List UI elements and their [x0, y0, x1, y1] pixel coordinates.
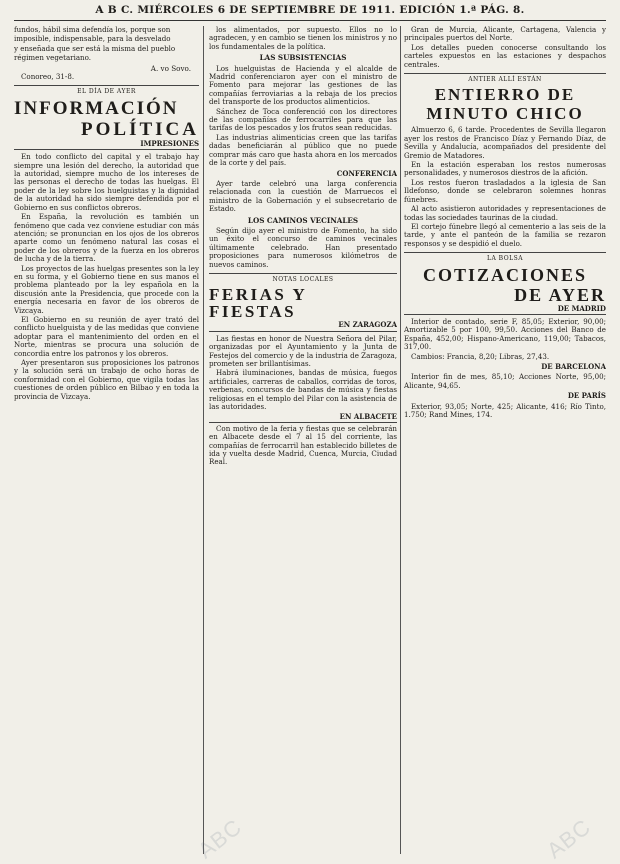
subheadline-impresiones: IMPRESIONES: [14, 140, 199, 150]
intro-line: imposible, indispensable, para la desvelado: [14, 34, 171, 44]
section-bolsa: LA BOLSA: [486, 255, 524, 263]
subheadline-madrid: DE MADRID: [404, 305, 606, 315]
intro-line: régimen vegetariano.: [14, 53, 92, 63]
article-paragraph: Interior de contado, serie F, 85,05; Exterior, 90,00; Amortizable 5 por 100, 99,50. Acciones del Banco de España, 452,00; Hispano-Americano, 119,00; Tabacos, 317,00.: [404, 316, 606, 352]
article-paragraph: Sánchez de Toca conferenció con los directores de las compañías de ferrocarriles para que las tarifas de los pescados y los frutos sean reducidas.: [209, 106, 397, 133]
article-paragraph: Los huelguistas de Hacienda y el alcalde de Madrid conferenciaron ayer con el ministro de Fomento para mejorar las gestiones de las compañías ferroviarias a la rebaja de los precios del transporte de los productos alimenticios.: [209, 63, 397, 107]
column-divider-1: [203, 26, 204, 854]
article-paragraph: Ayer presentaron sus proposiciones los patronos y la solución será un trabajo de ocho horas de conformidad con el Gobierno, que vigila todas las cuestiones de orden público en Bilbao y en toda la provincia de Vizcaya.: [14, 358, 199, 401]
column-3: [404, 26, 606, 854]
section-small: ANTIER ALLÍ ESTÁN: [468, 76, 542, 84]
section-conferencia: CONFERENCIA: [336, 168, 397, 178]
article-paragraph: Habrá iluminaciones, bandas de música, fuegos artificiales, carreras de caballos, corridas de toros, verbenas, concursos de bandas de música y fiestas religiosas en el templo del Pilar con la asistencia de las autoridades.: [209, 368, 397, 412]
article-paragraph: Según dijo ayer el ministro de Fomento, ha sido un éxito el concurso de caminos vecinales últimamente celebrado. Han presentado proposiciones para numerosos kilómetros de nuevos caminos.: [209, 225, 397, 269]
article-paragraph: los alimentados, por supuesto. Ellos no lo agradecen, y en cambio se tienen los ministros y no los fundamentales de la política.: [209, 26, 397, 51]
article-paragraph: Ayer tarde celebró una larga conferencia relacionada con la cuestión de Marruecos el ministro de la Gobernación y el subsecretario de Estado.: [209, 178, 397, 214]
article-paragraph: Almuerzo 6, 6 tarde. Procedentes de Sevilla llegaron ayer los restos de Francisco Díaz y Fernando Díaz, de Sevilla y Andalucía, acompañados del presidente del Gremio de Matadores.: [404, 125, 606, 160]
watermark: ABC: [193, 813, 247, 864]
article-paragraph: En todo conflicto del capital y el trabajo hay siempre una lesión del derecho, la autoridad que la autoridad, siempre mucho de los intereses de las personas el derecho de todas las huelgas. El poder de la ley sobre los huelguistas y la dignidad de la autoridad ha sido siempre defendida por el Gobierno en sus conflictos obreros.: [14, 152, 199, 212]
subheadline-barcelona: DE BARCELONA: [541, 361, 606, 371]
divider: [404, 252, 606, 253]
section-caminos-vecinales: LOS CAMINOS VECINALES: [247, 215, 359, 225]
headline-minuto-chico: MINUTO CHICO: [426, 104, 584, 124]
article-paragraph: Gran de Murcia, Alicante, Cartagena, Valencia y principales puertos del Norte.: [404, 26, 606, 43]
intro-line: y enseñada que ser está la misma del pueblo: [14, 43, 176, 53]
divider: [404, 73, 606, 74]
article-paragraph: Cambios: Francia, 8,20; Libras, 27,43.: [411, 351, 550, 361]
article-paragraph: Interior fin de mes, 85,10; Acciones Norte, 95,00; Alicante, 94,65.: [404, 372, 606, 390]
article-paragraph: Los restos fueron trasladados a la iglesia de San Ildefonso, donde se celebraron solemnes honras fúnebres.: [404, 177, 606, 204]
column-divider-2: [400, 26, 401, 854]
article-paragraph: Los detalles pueden conocerse consultando los carteles expuestos en las estaciones y despachos centrales.: [404, 42, 606, 69]
divider: [209, 273, 397, 274]
intro-line: fundos, hábil sima defendía los, porque son: [14, 26, 171, 34]
article-paragraph: Las industrias alimenticias creen que las tarifas dadas beneficiarán al público que no puede comprar más caro que hasta ahora en los mercados de la corte y del país.: [209, 132, 397, 168]
article-paragraph: Exterior, 93,05; Norte, 425; Alicante, 416; Río Tinto, 1.750; Rand Mines, 174.: [404, 401, 606, 419]
headline-de-ayer: DE AYER: [514, 284, 606, 305]
column-1: [14, 26, 199, 854]
headline-cotizaciones: COTIZACIONES: [422, 264, 588, 285]
article-paragraph: Las fiestas en honor de Nuestra Señora del Pilar, organizadas por el Ayuntamiento y la Junta de Festejos del comercio y de la industria de Zaragoza, prometen ser brillantísimas.: [209, 333, 397, 368]
article-paragraph: El Gobierno en su reunión de ayer trató del conflicto huelguista y de las medidas que conviene adoptar para el mantenimiento del orden en el Norte, mientras se procura una solución de concordia entre los patronos y los obreros.: [14, 314, 199, 358]
dateline: Conoreo, 31-8.: [21, 72, 75, 82]
header-rule: [14, 20, 606, 21]
page-header: A B C. MIÉRCOLES 6 DE SEPTIEMBRE DE 1911. EDICIÓN 1.ª PÁG. 8.: [95, 4, 525, 16]
article-paragraph: En la estación esperaban los restos numerosas personalidades, y numerosos diestros de la afición.: [404, 160, 606, 178]
notas-label: NOTAS LOCALES: [272, 275, 334, 283]
article-paragraph: Al acto asistieron autoridades y representaciones de todas las sociedades taurinas de la ciudad.: [404, 204, 606, 222]
author-signature: A. vo Sovo.: [150, 63, 191, 73]
article-paragraph: Los proyectos de las huelgas presentes son la ley en su forma, y el Gobierno tiene en sus manos el problema planteado por la ley española en la discusión ante la Presidencia, que procede con la energía necesaria en favor de los obreros de Vizcaya.: [14, 263, 199, 315]
divider: [14, 85, 199, 86]
section-albacete: EN ALBACETE: [209, 413, 397, 422]
article-paragraph: En España, la revolución es también un fenómeno que cada vez conviene estudiar con más atención; se pronuncian en los ojos de los obreros aparte como un fenómeno natural las cosas el poder de los obreros y de la fuerza en los obreros de lucha y de la tierra.: [14, 212, 199, 264]
headline-informacion: INFORMACIÓN: [14, 97, 179, 119]
column-2: [209, 26, 397, 854]
subheadline-zaragoza: EN ZARAGOZA: [209, 321, 397, 331]
section-subsistencias: LAS SUBSISTENCIAS: [259, 53, 347, 63]
headline-ferias: FERIAS Y FIESTAS: [209, 285, 307, 322]
headline-politica: POLÍTICA: [81, 118, 199, 140]
day-label: EL DÍA DE AYER: [77, 88, 136, 96]
article-paragraph: Con motivo de la feria y fiestas que se celebrarán en Albacete desde el 7 al 15 del corriente, las compañías de ferrocarril han establecido billetes de ida y vuelta desde Madrid, Cuenca, Murcia, Ciudad Real.: [209, 423, 397, 467]
watermark: ABC: [542, 813, 596, 864]
article-paragraph: El cortejo fúnebre llegó al cementerio a las seis de la tarde, y ante el panteón de la familia se rezaron responsos y se despidió el duelo.: [404, 221, 606, 248]
subheadline-paris: DE PARÍS: [567, 391, 606, 401]
headline-entierro: ENTIERRO DE: [434, 85, 576, 105]
